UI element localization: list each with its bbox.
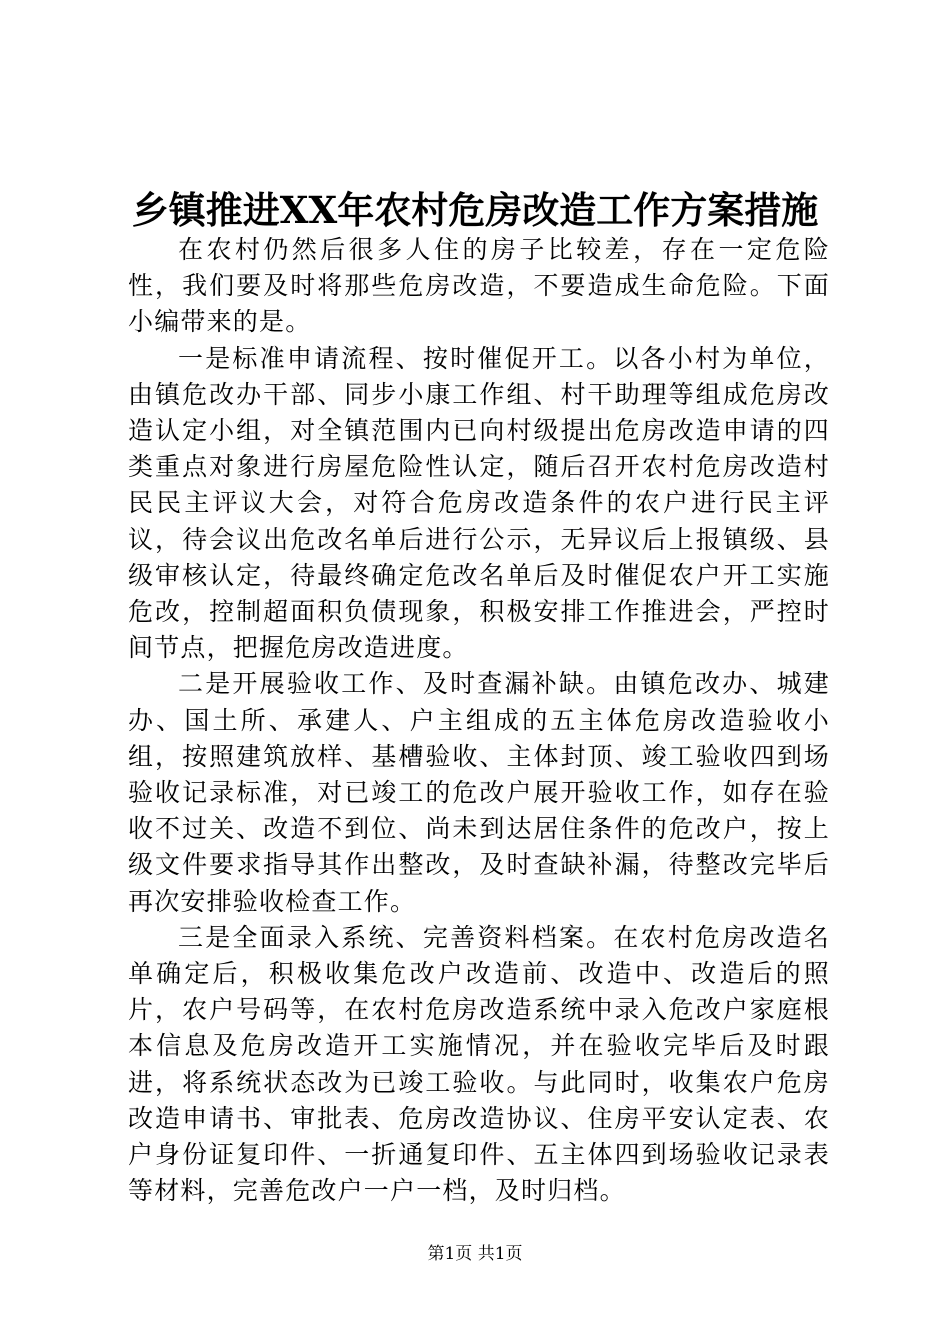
paragraph-one: 一是标准申请流程、按时催促开工。以各小村为单位，由镇危改办干部、同步小康工作组、村干助理等组成危房改造认定小组，对全镇范围内已向村级提出危房改造申请的四类重点对象进行房屋危险性认定，随后召开农村危房改造村民民主评议大会，对符合危房改造条件的农户进行民主评议，待会议出危改名单后进行公示，无异议后上报镇级、县级审核认定，待最终确定危改名单后及时催促农户开工实施危改，控制超面积负债现象，积极安排工作推进会，严控时间节点，把握危房改造进度。 [128, 343, 830, 663]
paragraph-intro: 在农村仍然后很多人住的房子比较差，存在一定危险性，我们要及时将那些危房改造，不要造成生命危险。下面小编带来的是。 [128, 235, 830, 337]
paragraph-three: 三是全面录入系统、完善资料档案。在农村危房改造名单确定后，积极收集危改户改造前、改造中、改造后的照片，农户号码等，在农村危房改造系统中录入危改户家庭根本信息及危房改造开工实施情况，并在验收完毕后及时跟进，将系统状态改为已竣工验收。与此同时，收集农户危房改造申请书、审批表、危房改造协议、住房平安认定表、农户身份证复印件、一折通复印件、五主体四到场验收记录表等材料，完善危改户一户一档，及时归档。 [128, 922, 830, 1206]
paragraph-two: 二是开展验收工作、及时查漏补缺。由镇危改办、城建办、国土所、承建人、户主组成的五主体危房改造验收小组，按照建筑放样、基槽验收、主体封顶、竣工验收四到场验收记录标准，对已竣工的危改户展开验收工作，如存在验收不过关、改造不到位、尚未到达居住条件的危改户，按上级文件要求指导其作出整改，及时查缺补漏，待整改完毕后再次安排验收检查工作。 [128, 669, 830, 916]
page-footer: 第1页 共1页 [427, 1244, 523, 1264]
document-body [128, 232, 830, 1209]
document-title: 乡镇推进XX年农村危房改造工作方案措施 [131, 188, 819, 232]
